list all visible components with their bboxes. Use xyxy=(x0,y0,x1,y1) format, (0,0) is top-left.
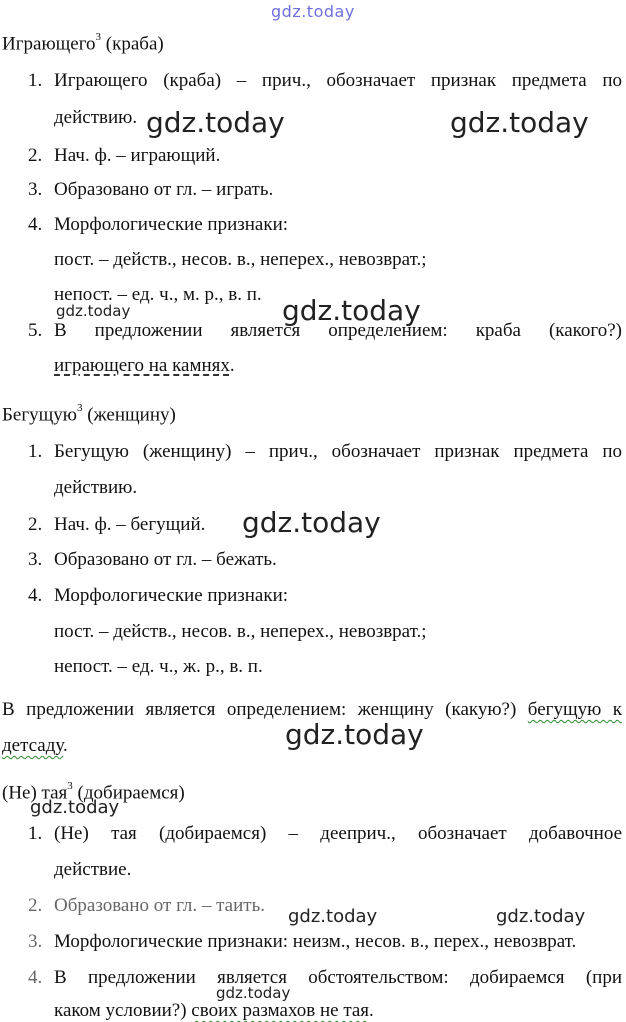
block1-item-5-underlined: играющего на камнях xyxy=(54,355,230,376)
block2-num-1: 1. xyxy=(28,441,43,462)
block1-title xyxy=(2,28,164,55)
block1-num-5: 5. xyxy=(28,320,43,341)
block1-title-rest: (краба) xyxy=(101,33,164,55)
watermark-top: gdz.today xyxy=(271,2,355,21)
block2-paragraph-underlined-a: бегущую к xyxy=(527,699,622,720)
block3-item-4-text: каком условии?) xyxy=(54,1000,192,1021)
block2-item-1-line2: действию. xyxy=(54,477,138,498)
block2-item-2: Нач. ф. – бегущий. xyxy=(54,514,206,535)
block3-item-1-line1: (Не) тая (добираемся) – дееприч., обозначает добавочное xyxy=(54,823,622,844)
block1-num-1: 1. xyxy=(28,70,43,91)
block2-paragraph-end: . xyxy=(63,735,68,756)
block3-item-1-line2: действие. xyxy=(54,859,132,880)
block1-title-word: Играющего xyxy=(2,33,96,55)
watermark: gdz.today xyxy=(216,984,291,1002)
block3-num-4: 4. xyxy=(28,967,43,988)
watermark: gdz.today xyxy=(56,302,131,320)
watermark: gdz.today xyxy=(30,797,120,818)
block1-item-4-var: непост. – ед. ч., м. р., в. п. xyxy=(54,284,262,305)
block1-item-5-line2 xyxy=(54,355,235,377)
block2-item-1-line1: Бегущую (женщину) – прич., обозначает признак предмета по xyxy=(54,441,622,462)
block1-item-1-line2: действию. xyxy=(54,107,138,128)
block2-item-3: Образовано от гл. – бежать. xyxy=(54,549,277,570)
block2-num-4: 4. xyxy=(28,585,43,606)
watermark: gdz.today xyxy=(285,718,424,751)
block3-title-rest: (добираемся) xyxy=(72,782,185,804)
watermark: gdz.today xyxy=(496,906,586,927)
block1-num-4: 4. xyxy=(28,214,43,235)
block3-title-sup: 3 xyxy=(67,780,73,792)
block2-title xyxy=(2,399,176,426)
watermark: gdz.today xyxy=(282,294,421,327)
block1-title-sup: 3 xyxy=(95,31,102,43)
block3-item-4-underlined: своих размахов не тая xyxy=(191,1000,370,1021)
block3-item-4-end: . xyxy=(369,1000,374,1021)
block2-num-2: 2. xyxy=(28,514,43,535)
block3-item-2: Образовано от гл. – таить. xyxy=(54,895,266,916)
block1-num-3: 3. xyxy=(28,179,43,200)
watermark: gdz.today xyxy=(450,106,589,139)
watermark: gdz.today xyxy=(146,106,285,139)
block1-item-2: Нач. ф. – играющий. xyxy=(54,145,221,166)
block2-item-4: Морфологические признаки: xyxy=(54,585,289,606)
block3-item-3: Морфологические признаки: неизм., несов. в., перех., невозврат. xyxy=(54,931,577,952)
block2-paragraph-underlined-b: детсаду xyxy=(2,735,63,756)
block2-item-4-var: непост. – ед. ч., ж. р., в. п. xyxy=(54,656,263,677)
block2-item-4-const: пост. – действ., несов. в., неперех., невозврат.; xyxy=(54,621,427,642)
block3-title-word: (Не) тая xyxy=(2,782,68,804)
block1-num-2: 2. xyxy=(28,145,43,166)
block1-item-3: Образовано от гл. – играть. xyxy=(54,179,274,200)
block2-paragraph-text: В предложении является определением: женщину (какую?) xyxy=(2,699,528,720)
watermark: gdz.today xyxy=(242,506,381,539)
watermark: gdz.today xyxy=(288,906,378,927)
block3-num-2: 2. xyxy=(28,895,43,916)
block3-item-4-line2 xyxy=(54,1000,374,1022)
block3-item-4-line1: В предложении является обстоятельством: добираемся (при xyxy=(54,967,622,988)
block1-item-5-end: . xyxy=(229,355,235,376)
block3-num-1: 1. xyxy=(28,823,43,844)
block1-item-4-const: пост. – действ., несов. в., неперех., невозврат.; xyxy=(54,249,427,270)
block3-num-3: 3. xyxy=(28,931,43,952)
block1-item-1-line1: Играющего (краба) – прич., обозначает признак предмета по xyxy=(54,70,622,91)
block1-item-4: Морфологические признаки: xyxy=(54,214,289,235)
block2-title-word: Бегущую xyxy=(2,404,77,426)
block2-num-3: 3. xyxy=(28,549,43,570)
block2-title-sup: 3 xyxy=(76,402,83,414)
block1-item-5-line1: В предложении является определением: краба (какого?) xyxy=(54,320,622,341)
block2-title-rest: (женщину) xyxy=(82,404,176,426)
block2-paragraph-line2 xyxy=(2,735,68,757)
